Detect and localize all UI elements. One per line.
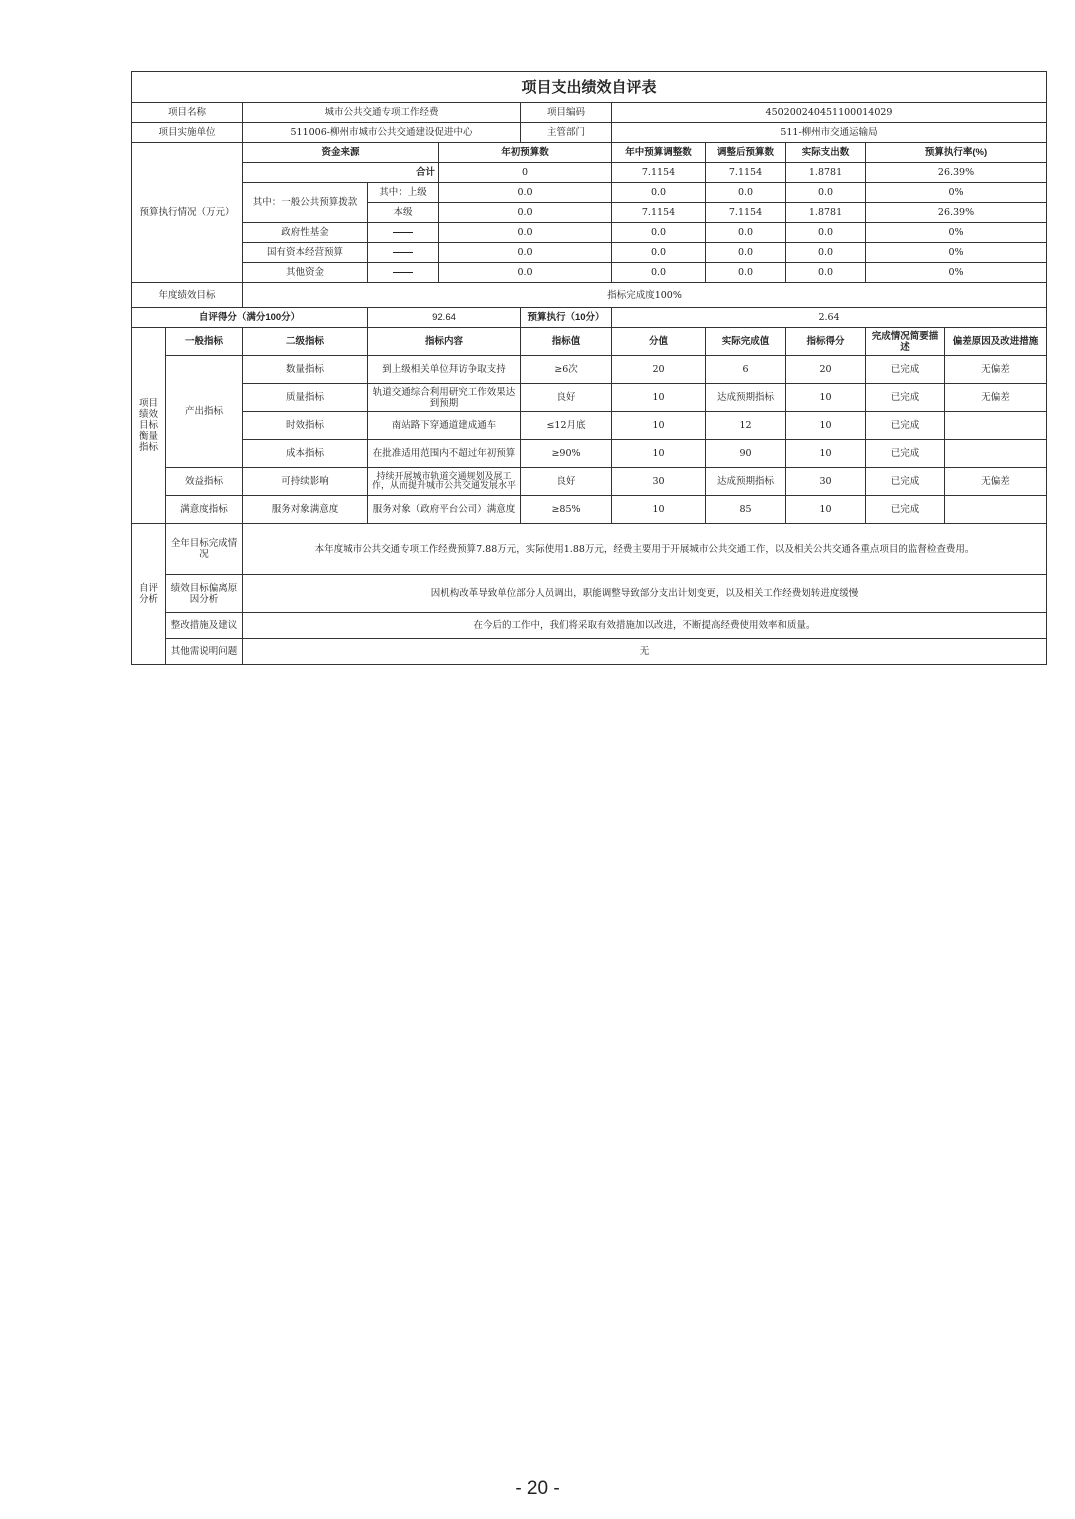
other-fund-label: 其他资金 [243, 263, 368, 283]
benefit-indicator-label: 效益指标 [166, 468, 243, 496]
upper-adjusted: 0.0 [706, 183, 786, 203]
state-capital-mid: 0.0 [612, 243, 706, 263]
other-actual: 0.0 [786, 263, 866, 283]
row-actual: 达成预期指标 [706, 384, 786, 412]
impl-unit: 511006-柳州市城市公共交通建设促进中心 [243, 123, 521, 143]
completion-label: 全年目标完成情况 [166, 524, 243, 575]
total-label: 合计 [243, 163, 439, 183]
total-adjusted: 7.1154 [706, 163, 786, 183]
ind-header-score: 指标得分 [786, 328, 866, 356]
impl-unit-label: 项目实施单位 [132, 123, 243, 143]
budget-row-total [132, 163, 1047, 183]
row-content: 持续开展城市轨道交通规划及展工作，从而提升城市公共交通发展水平 [368, 468, 521, 496]
budget-row-upper [132, 183, 1047, 203]
row-target: 良好 [521, 468, 612, 496]
deviation-text: 因机构改革导致单位部分人员调出，职能调整导致部分支出计划变更，以及相关工作经费划转进度缓慢 [243, 575, 1047, 613]
total-mid: 7.1154 [612, 163, 706, 183]
row-actual: 90 [706, 440, 786, 468]
state-capital-rate: 0% [866, 243, 1047, 263]
row-level2: 可持续影响 [243, 468, 368, 496]
upper-actual: 0.0 [786, 183, 866, 203]
row-weight: 20 [612, 356, 706, 384]
local-adjusted: 7.1154 [706, 203, 786, 223]
analysis-section-label: 自评分析 [132, 524, 166, 665]
gov-fund-label: 政府性基金 [243, 223, 368, 243]
row-actual: 6 [706, 356, 786, 384]
table-row [132, 496, 1047, 524]
row-level2: 数量指标 [243, 356, 368, 384]
page-number: - 20 - [515, 1478, 560, 1499]
row-reason [945, 496, 1047, 524]
gov-fund-initial: 0.0 [439, 223, 612, 243]
project-code-label: 项目编码 [521, 103, 612, 123]
row-reason: 无偏差 [945, 356, 1047, 384]
budget-row-state-capital [132, 243, 1047, 263]
row-score: 20 [786, 356, 866, 384]
self-score-value: 92.64 [368, 308, 521, 328]
total-actual: 1.8781 [786, 163, 866, 183]
measures-label: 整改措施及建议 [166, 613, 243, 639]
project-name-label: 项目名称 [132, 103, 243, 123]
other-adjusted: 0.0 [706, 263, 786, 283]
local-initial: 0.0 [439, 203, 612, 223]
row-target: ≥6次 [521, 356, 612, 384]
ind-header-target: 指标值 [521, 328, 612, 356]
project-code: 450200240451100014029 [612, 103, 1047, 123]
upper-initial: 0.0 [439, 183, 612, 203]
ind-header-level1: 一般指标 [166, 328, 243, 356]
row-target: ≥85% [521, 496, 612, 524]
table-row [132, 384, 1047, 412]
local-mid: 7.1154 [612, 203, 706, 223]
upper-mid: 0.0 [612, 183, 706, 203]
row-reason [945, 412, 1047, 440]
ind-header-actual: 实际完成值 [706, 328, 786, 356]
row-weight: 10 [612, 384, 706, 412]
other-issues-text: 无 [243, 639, 1047, 665]
annual-goal-label: 年度绩效目标 [132, 283, 243, 308]
dept-label: 主管部门 [521, 123, 612, 143]
header-rate: 预算执行率(%) [866, 143, 1047, 163]
other-issues-label: 其他需说明问题 [166, 639, 243, 665]
row-status: 已完成 [866, 440, 945, 468]
ind-header-weight: 分值 [612, 328, 706, 356]
row-content: 轨道交通综合利用研究工作效果达到预期 [368, 384, 521, 412]
row-content: 服务对象（政府平台公司）满意度 [368, 496, 521, 524]
row-weight: 10 [612, 496, 706, 524]
dash-mark [368, 263, 439, 283]
header-actual: 实际支出数 [786, 143, 866, 163]
ind-header-status: 完成情况简要描述 [866, 328, 945, 356]
completion-text: 本年度城市公共交通专项工作经费预算7.88万元，实际使用1.88万元，经费主要用于开展城市公共交通工作，以及相关公共交通各重点项目的监督检查费用。 [243, 524, 1047, 575]
dash-mark [368, 223, 439, 243]
row-reason: 无偏差 [945, 384, 1047, 412]
state-capital-adjusted: 0.0 [706, 243, 786, 263]
ind-header-reason: 偏差原因及改进措施 [945, 328, 1047, 356]
local-label: 本级 [368, 203, 439, 223]
dash-mark [368, 243, 439, 263]
performance-self-evaluation-table [131, 71, 1047, 665]
local-actual: 1.8781 [786, 203, 866, 223]
total-rate: 26.39% [866, 163, 1047, 183]
table-row [132, 412, 1047, 440]
budget-row-gov-fund [132, 223, 1047, 243]
satisfaction-indicator-label: 满意度指标 [166, 496, 243, 524]
row-status: 已完成 [866, 496, 945, 524]
upper-rate: 0% [866, 183, 1047, 203]
project-name: 城市公共交通专项工作经费 [243, 103, 521, 123]
deviation-label: 绩效目标偏离原因分析 [166, 575, 243, 613]
row-status: 已完成 [866, 356, 945, 384]
row-weight: 30 [612, 468, 706, 496]
measures-text: 在今后的工作中，我们将采取有效措施加以改进，不断提高经费使用效率和质量。 [243, 613, 1047, 639]
row-status: 已完成 [866, 412, 945, 440]
row-content: 南站路下穿通道建成通车 [368, 412, 521, 440]
exec-score-value: 2.64 [612, 308, 1047, 328]
budget-section-label: 预算执行情况（万元） [132, 143, 243, 283]
row-level2: 时效指标 [243, 412, 368, 440]
row-score: 10 [786, 384, 866, 412]
header-mid: 年中预算调整数 [612, 143, 706, 163]
table-row [132, 440, 1047, 468]
upper-label: 其中：上级 [368, 183, 439, 203]
row-score: 10 [786, 440, 866, 468]
row-weight: 10 [612, 440, 706, 468]
row-weight: 10 [612, 412, 706, 440]
table-row [132, 468, 1047, 496]
row-score: 10 [786, 412, 866, 440]
row-level2: 服务对象满意度 [243, 496, 368, 524]
row-status: 已完成 [866, 468, 945, 496]
general-budget-label: 其中：一般公共预算拨款 [243, 183, 368, 223]
row-actual: 12 [706, 412, 786, 440]
ind-header-level2: 二级指标 [243, 328, 368, 356]
other-initial: 0.0 [439, 263, 612, 283]
indicators-section-label: 项目绩效目标衡量指标 [132, 328, 166, 524]
gov-fund-adjusted: 0.0 [706, 223, 786, 243]
other-mid: 0.0 [612, 263, 706, 283]
exec-score-label: 预算执行（10分） [521, 308, 612, 328]
annual-goal-value: 指标完成度100% [243, 283, 1047, 308]
table-row [132, 356, 1047, 384]
row-score: 30 [786, 468, 866, 496]
header-source: 资金来源 [243, 143, 439, 163]
output-indicator-label: 产出指标 [166, 356, 243, 468]
row-content: 到上级相关单位拜访争取支持 [368, 356, 521, 384]
gov-fund-actual: 0.0 [786, 223, 866, 243]
state-capital-label: 国有资本经营预算 [243, 243, 368, 263]
budget-row-other [132, 263, 1047, 283]
row-target: ≤12月底 [521, 412, 612, 440]
row-target: ≥90% [521, 440, 612, 468]
row-level2: 成本指标 [243, 440, 368, 468]
dept: 511-柳州市交通运输局 [612, 123, 1047, 143]
self-score-label: 自评得分（满分100分） [132, 308, 368, 328]
row-reason: 无偏差 [945, 468, 1047, 496]
row-status: 已完成 [866, 384, 945, 412]
gov-fund-rate: 0% [866, 223, 1047, 243]
row-target: 良好 [521, 384, 612, 412]
total-initial: 0 [439, 163, 612, 183]
state-capital-actual: 0.0 [786, 243, 866, 263]
row-score: 10 [786, 496, 866, 524]
other-rate: 0% [866, 263, 1047, 283]
row-level2: 质量指标 [243, 384, 368, 412]
gov-fund-mid: 0.0 [612, 223, 706, 243]
header-initial: 年初预算数 [439, 143, 612, 163]
local-rate: 26.39% [866, 203, 1047, 223]
row-actual: 85 [706, 496, 786, 524]
row-actual: 达成预期指标 [706, 468, 786, 496]
row-reason [945, 440, 1047, 468]
row-content: 在批准适用范围内不超过年初预算 [368, 440, 521, 468]
table-title: 项目支出绩效自评表 [132, 72, 1047, 103]
header-adjusted: 调整后预算数 [706, 143, 786, 163]
state-capital-initial: 0.0 [439, 243, 612, 263]
ind-header-content: 指标内容 [368, 328, 521, 356]
